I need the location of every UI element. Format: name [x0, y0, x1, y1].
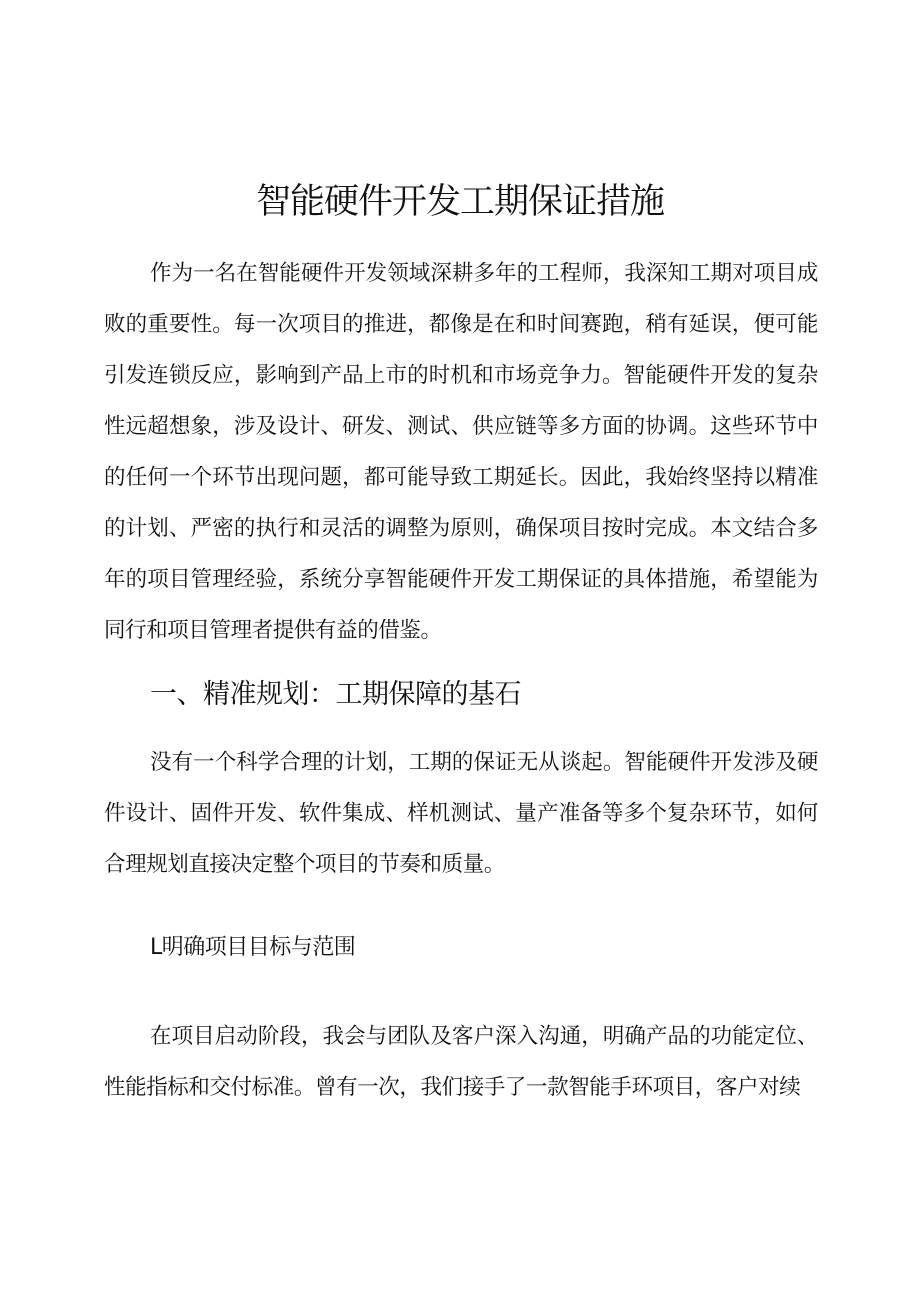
subsection-heading: L明确项目目标与范围	[150, 935, 356, 960]
subsection-paragraph: 在项目启动阶段，我会与团队及客户深入沟通，明确产品的功能定位、性能指标和交付标准。曾有一次，我们接手了一款智能手环项目，客户对续	[104, 1024, 818, 1100]
section-paragraph: 没有一个科学合理的计划，工期的保证无从谈起。智能硬件开发涉及硬件设计、固件开发、软件集成、样机测试、量产准备等多个复杂环节，如何合理规划直接决定整个项目的节奏和质量。	[104, 750, 818, 877]
intro-paragraph: 作为一名在智能硬件开发领域深耕多年的工程师，我深知工期对项目成败的重要性。每一次项目的推进，都像是在和时间赛跑，稍有延误，便可能引发连锁反应，影响到产品上市的时机和市场竞争力。智能硬件开发的复杂性远超想象，涉及设计、研发、测试、供应链等多方面的协调。这些环节中的任何一个环节出现问题，都可能导致工期延长。因此，我始终坚持以精准的计划、严密的执行和灵活的调整为原则，确保项目按时完成。本文结合多年的项目管理经验，系统分享智能硬件开发工期保证的具体措施，希望能为同行和项目管理者提供有益的借鉴。	[104, 261, 818, 643]
section-heading: 一、精准规划：工期保障的基石	[150, 679, 521, 710]
document-title: 智能硬件开发工期保证措施	[255, 182, 664, 222]
